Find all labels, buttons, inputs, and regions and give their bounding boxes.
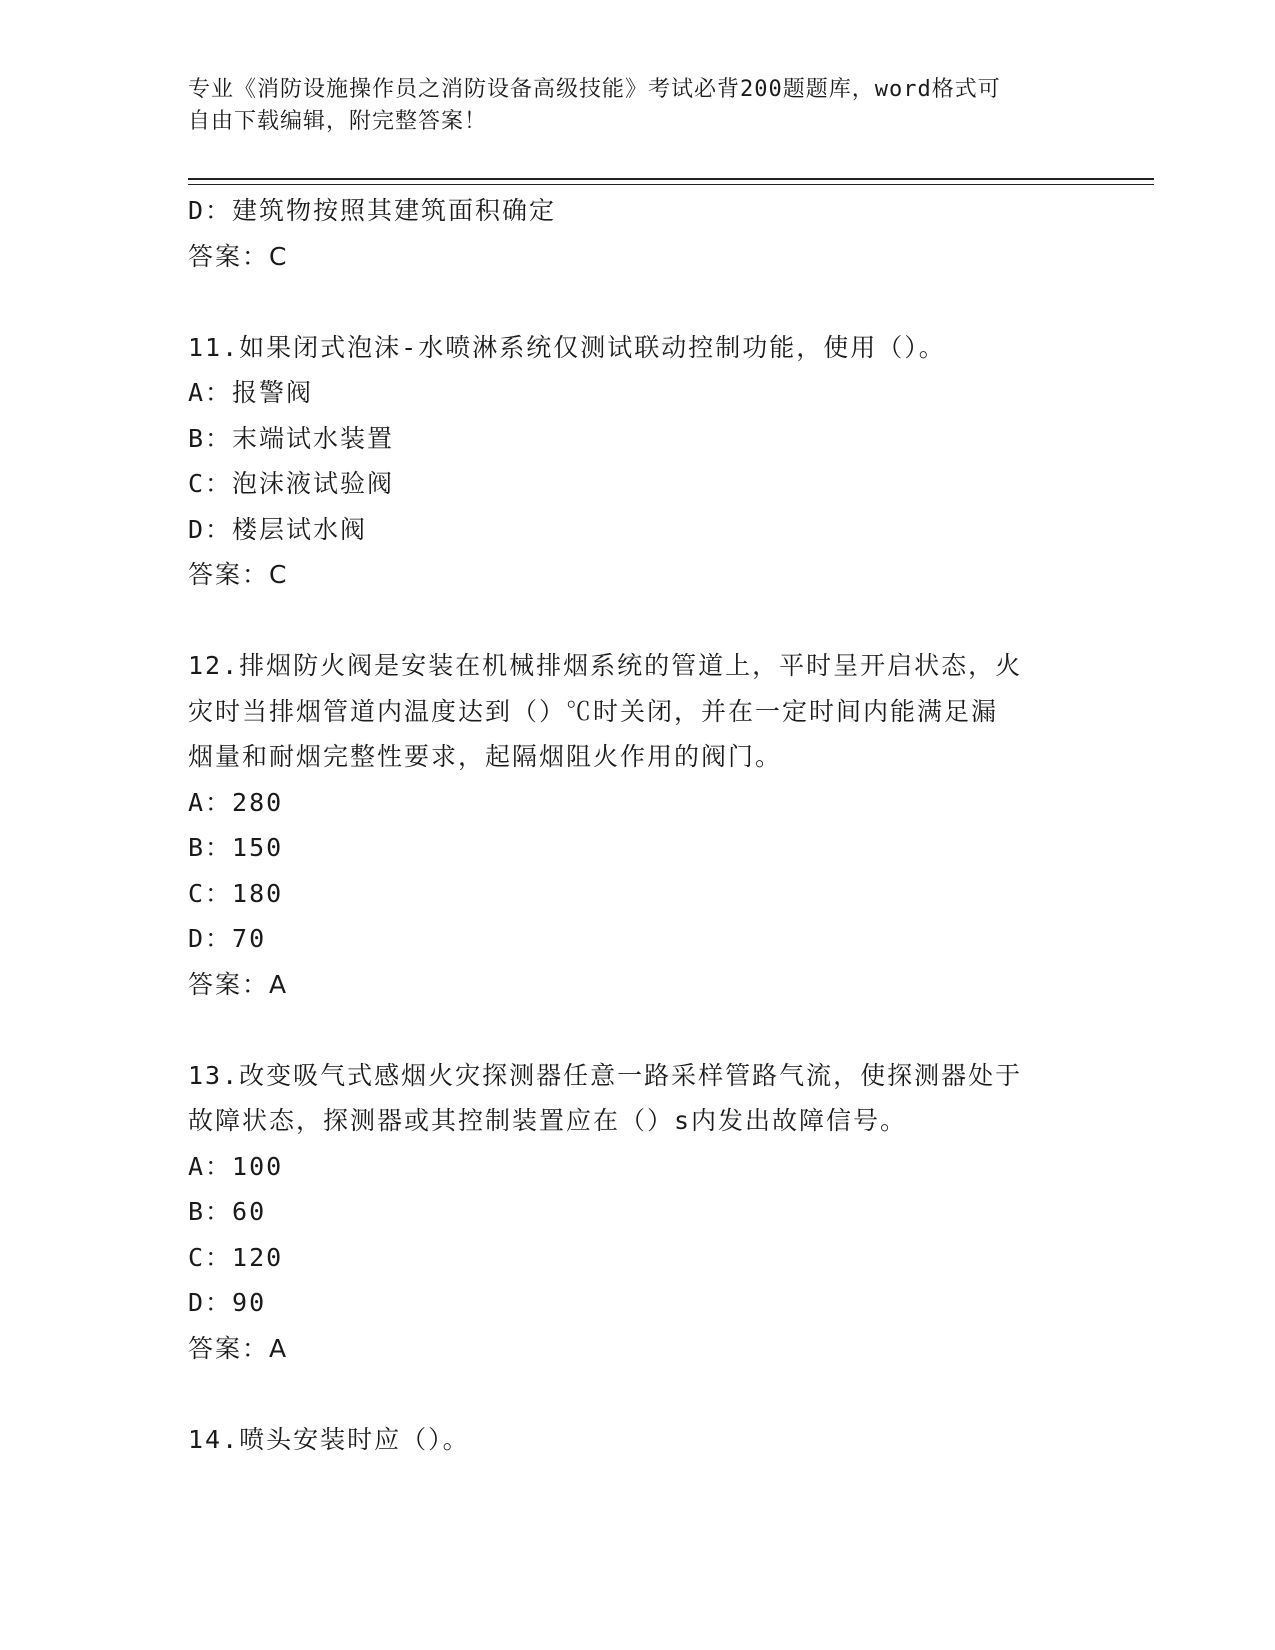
option-c: C：泡沫液试验阀 <box>188 469 395 498</box>
option-d: D：建筑物按照其建筑面积确定 <box>188 196 557 225</box>
answer-line: 答案：C <box>188 241 289 271</box>
option-b: B：末端试水装置 <box>188 423 395 453</box>
question-content <box>188 188 1088 1462</box>
spacer <box>188 1007 1088 1053</box>
question-stem: 14.喷头安装时应（）。 <box>188 1424 470 1454</box>
header-line-1: 专业《消防设施操作员之消防设备高级技能》考试必背200题题库，word格式可 <box>188 77 1001 102</box>
question-stem-line-3: 烟量和耐烟完整性要求，起隔烟阻火作用的阀门。 <box>188 742 783 771</box>
option-b: B：150 <box>188 833 284 862</box>
answer-line: 答案：C <box>188 560 289 589</box>
question-stem-line-1: 13.改变吸气式感烟火灾探测器任意一路采样管路气流，使探测器处于 <box>188 1060 1023 1090</box>
question-12 <box>188 643 1088 1007</box>
header-line-2: 自由下载编辑，附完整答案！ <box>188 109 488 134</box>
header-divider-thin <box>188 184 1154 185</box>
option-a: A：280 <box>188 787 284 817</box>
answer-line: 答案：A <box>188 1333 289 1363</box>
question-stem: 11.如果闭式泡沫-水喷淋系统仅测试联动控制功能，使用（）。 <box>188 332 946 362</box>
option-b: B：60 <box>188 1197 267 1226</box>
spacer <box>188 598 1088 644</box>
option-c: C：180 <box>188 878 284 908</box>
question-14 <box>188 1417 1088 1463</box>
question-11 <box>188 325 1088 598</box>
option-a: A：报警阀 <box>188 378 314 407</box>
document-header <box>188 74 1068 138</box>
option-d: D：70 <box>188 924 267 953</box>
option-a: A：100 <box>188 1151 284 1181</box>
question-stem-line-1: 12.排烟防火阀是安装在机械排烟系统的管道上，平时呈开启状态，火 <box>188 651 1023 680</box>
answer-line: 答案：A <box>188 969 289 999</box>
option-d: D：90 <box>188 1288 267 1317</box>
option-d: D：楼层试水阀 <box>188 514 368 544</box>
header-divider-thick <box>188 178 1154 180</box>
spacer <box>188 279 1088 325</box>
question-stem-line-2: 灾时当排烟管道内温度达到（）℃时关闭，并在一定时间内能满足漏 <box>188 696 999 726</box>
spacer <box>188 1371 1088 1417</box>
question-13 <box>188 1053 1088 1372</box>
question-stem-line-2: 故障状态，探测器或其控制装置应在（）s内发出故障信号。 <box>188 1106 908 1135</box>
option-c: C：120 <box>188 1242 284 1272</box>
